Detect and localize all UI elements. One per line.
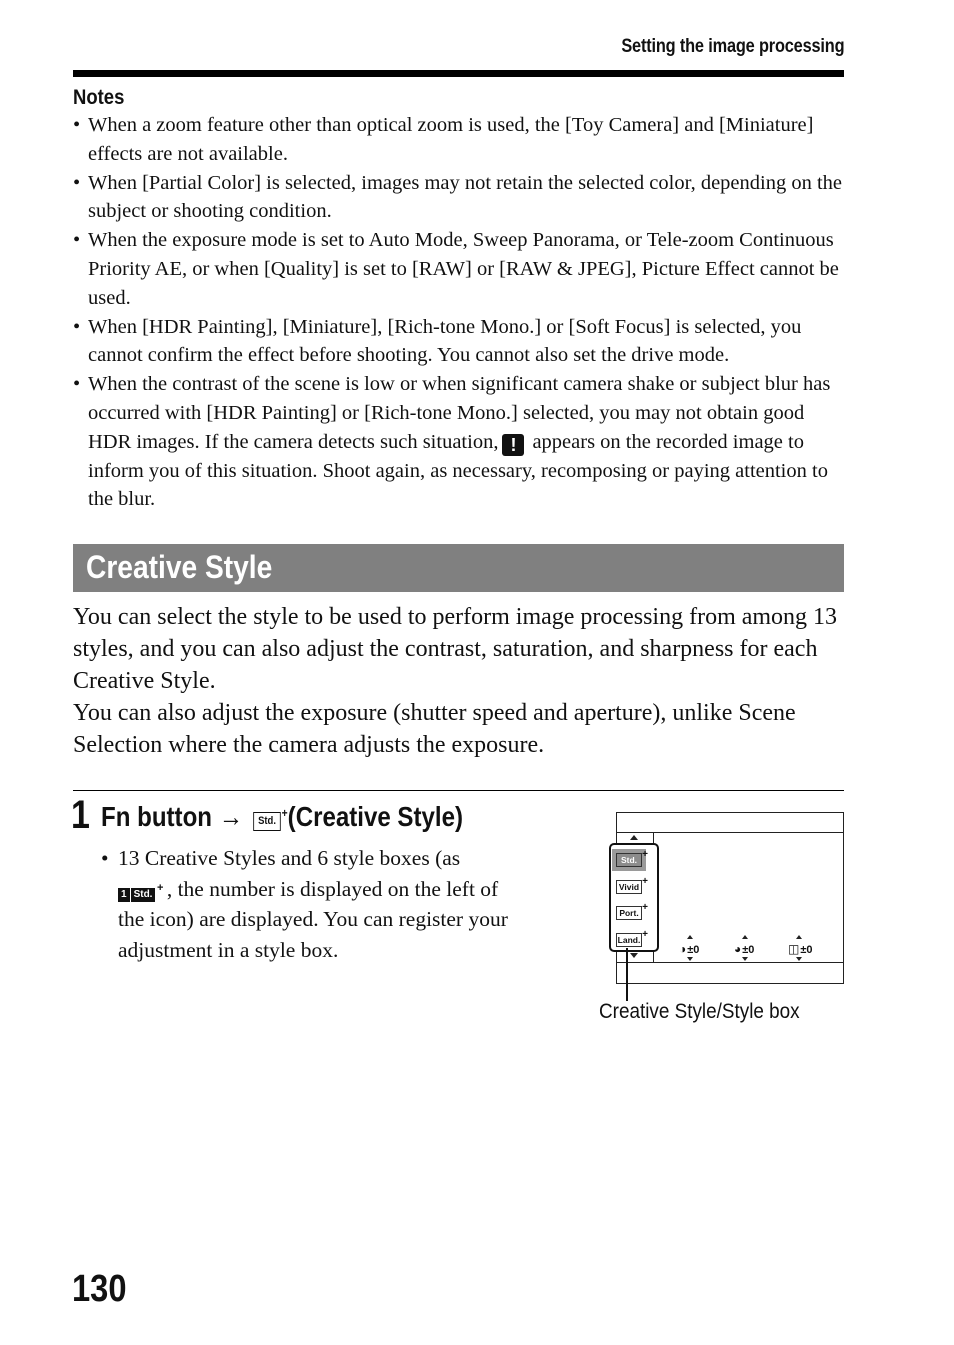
bullet: •	[101, 846, 109, 870]
warning-icon: !	[502, 434, 524, 456]
notes-heading: Notes	[73, 86, 125, 109]
arrow-right-icon: →	[218, 801, 243, 832]
style-item-landscape: Land. +	[616, 933, 642, 947]
style-item-portrait: Port. +	[616, 906, 642, 920]
style-item-standard: Std. +	[616, 853, 642, 867]
adjustment-value: ±0	[687, 944, 700, 956]
note-item: • When [HDR Painting], [Miniature], [Rich-tone Mono.] or [Soft Focus] is selected, you cannot confirm the effect before shooting. You cannot also set the drive mode.	[73, 313, 848, 371]
callout-line	[626, 948, 628, 1001]
running-header: Setting the image processing	[620, 36, 844, 57]
note-item: • When [Partial Color] is selected, images may not retain the selected color, depending on the subject or shooting condition.	[73, 169, 848, 227]
style-box-icon: 1 Std. +	[118, 888, 155, 902]
creative-style-icon: Std. +	[253, 812, 281, 831]
creative-style-label: (Creative Style)	[287, 801, 464, 832]
saturation-adjustment	[734, 942, 754, 956]
note-text: appears on the recorded image to inform you of this situation. Shoot again, as necessary, recomposing or paying attention to the blur.	[88, 430, 828, 511]
intro-paragraph: You can select the style to be used to perform image processing from among 13 styles, and you can also adjust the contrast, saturation, and sharpness for each Creative Style.	[73, 604, 838, 694]
adjustment-value: ±0	[742, 944, 755, 956]
contrast-icon: ◑	[679, 942, 687, 956]
page-number: 130	[72, 1268, 127, 1310]
adjustment-value: ±0	[800, 944, 813, 956]
callout-label: Creative Style/Style box	[599, 1000, 800, 1023]
note-item	[73, 370, 848, 514]
scroll-up-icon	[630, 835, 638, 840]
saturation-icon: ◕	[734, 942, 742, 956]
contrast-adjustment	[679, 942, 699, 956]
step-instruction	[101, 801, 463, 833]
step-rule	[73, 790, 844, 791]
header-rule	[73, 70, 844, 77]
note-text: When the contrast of the scene is low or when significant camera shake or subject blur has occurred with [HDR Painting] or [Rich-tone Mono.] selected, you may not obtain good HDR images. If the camera detects such situation,	[88, 373, 831, 453]
note-item: • When a zoom feature other than optical zoom is used, the [Toy Camera] and [Miniature] effects are not available.	[73, 111, 848, 169]
screen-divider	[617, 962, 843, 963]
step-number: 1	[71, 793, 90, 837]
desc-text: , the number is displayed on the left of the icon) are displayed. You can register your adjustment in a style box.	[118, 876, 508, 962]
section-intro	[73, 601, 848, 761]
fn-button-label: Fn button	[101, 801, 212, 832]
style-item-vivid: Vivid +	[616, 880, 642, 894]
notes-list	[73, 111, 848, 514]
step-description	[101, 843, 511, 965]
style-list	[609, 843, 659, 952]
note-item: • When the exposure mode is set to Auto Mode, Sweep Panorama, or Tele-zoom Continuous Priority AE, or when [Quality] is set to [RAW] or [RAW & JPEG], Picture Effect cannot be used.	[73, 226, 848, 312]
section-title: Creative Style	[86, 549, 273, 585]
scroll-down-icon	[630, 953, 638, 958]
desc-text: 13 Creative Styles and 6 style boxes (as	[118, 846, 461, 870]
sharpness-adjustment	[788, 942, 813, 956]
section-banner	[73, 544, 844, 592]
sharpness-icon: ◫	[788, 942, 800, 956]
intro-paragraph: You can also adjust the exposure (shutter speed and aperture), unlike Scene Selection where the camera adjusts the exposure.	[73, 700, 796, 758]
screen-divider	[617, 832, 843, 833]
